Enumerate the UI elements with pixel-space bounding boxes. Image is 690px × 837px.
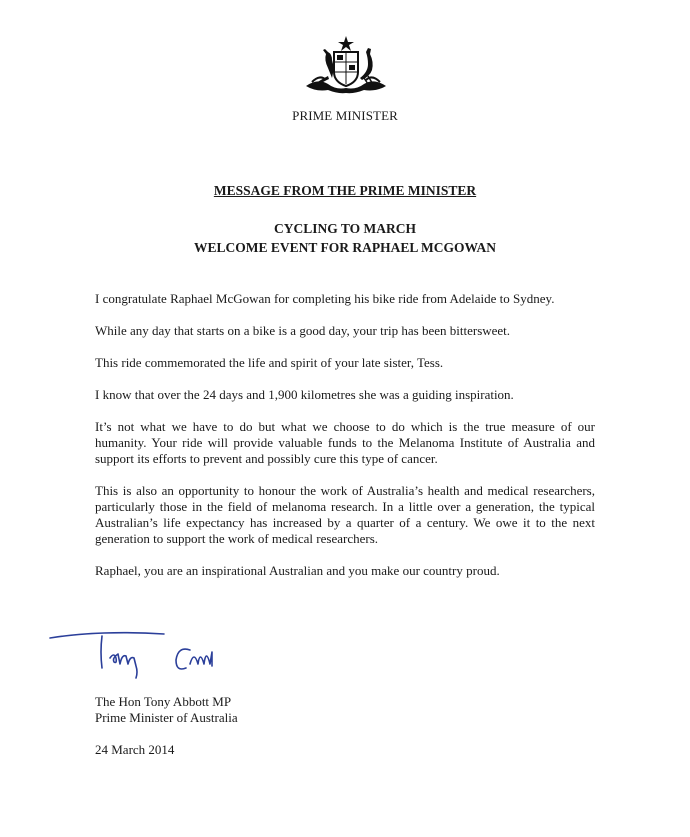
paragraph: I know that over the 24 days and 1,900 kilometres she was a guiding inspiration. xyxy=(95,387,514,402)
message-body xyxy=(95,291,595,595)
paragraph: This is also an opportunity to honour the work of Australia’s health and medical researchers, particularly those in the field of melanoma research. In a little over a generation, the typical Australian’s life expectancy has increased by a quarter of a century. We owe it to the next generation to support the work of medical researchers. xyxy=(95,483,595,546)
signer-block xyxy=(95,694,238,726)
paragraph: While any day that starts on a bike is a good day, your trip has been bittersweet. xyxy=(95,323,511,338)
signer-name: The Hon Tony Abbott MP xyxy=(95,694,232,709)
office-label: PRIME MINISTER xyxy=(292,108,398,123)
paragraph: It’s not what we have to do but what we choose to do which is the true measure of our humanity. Your ride will provide valuable funds to the Melanoma Institute of Australia and support its efforts to prevent and possibly cure this type of cancer. xyxy=(95,419,595,466)
letter-date: 24 March 2014 xyxy=(95,742,175,757)
document-title xyxy=(0,183,690,199)
document-title-text: MESSAGE FROM THE PRIME MINISTER xyxy=(213,183,477,198)
event-title-line-1: CYCLING TO MARCH xyxy=(273,221,416,236)
paragraph: Raphael, you are an inspirational Australian and you make our country proud. xyxy=(95,563,500,578)
paragraph: I congratulate Raphael McGowan for completing his bike ride from Adelaide to Sydney. xyxy=(95,291,555,306)
signer-title: Prime Minister of Australia xyxy=(95,710,238,725)
paragraph: This ride commemorated the life and spirit of your late sister, Tess. xyxy=(95,355,444,370)
coat-of-arms-icon xyxy=(298,34,394,96)
event-title-line-2: WELCOME EVENT FOR RAPHAEL MCGOWAN xyxy=(193,240,497,255)
handwritten-signature xyxy=(44,624,244,684)
